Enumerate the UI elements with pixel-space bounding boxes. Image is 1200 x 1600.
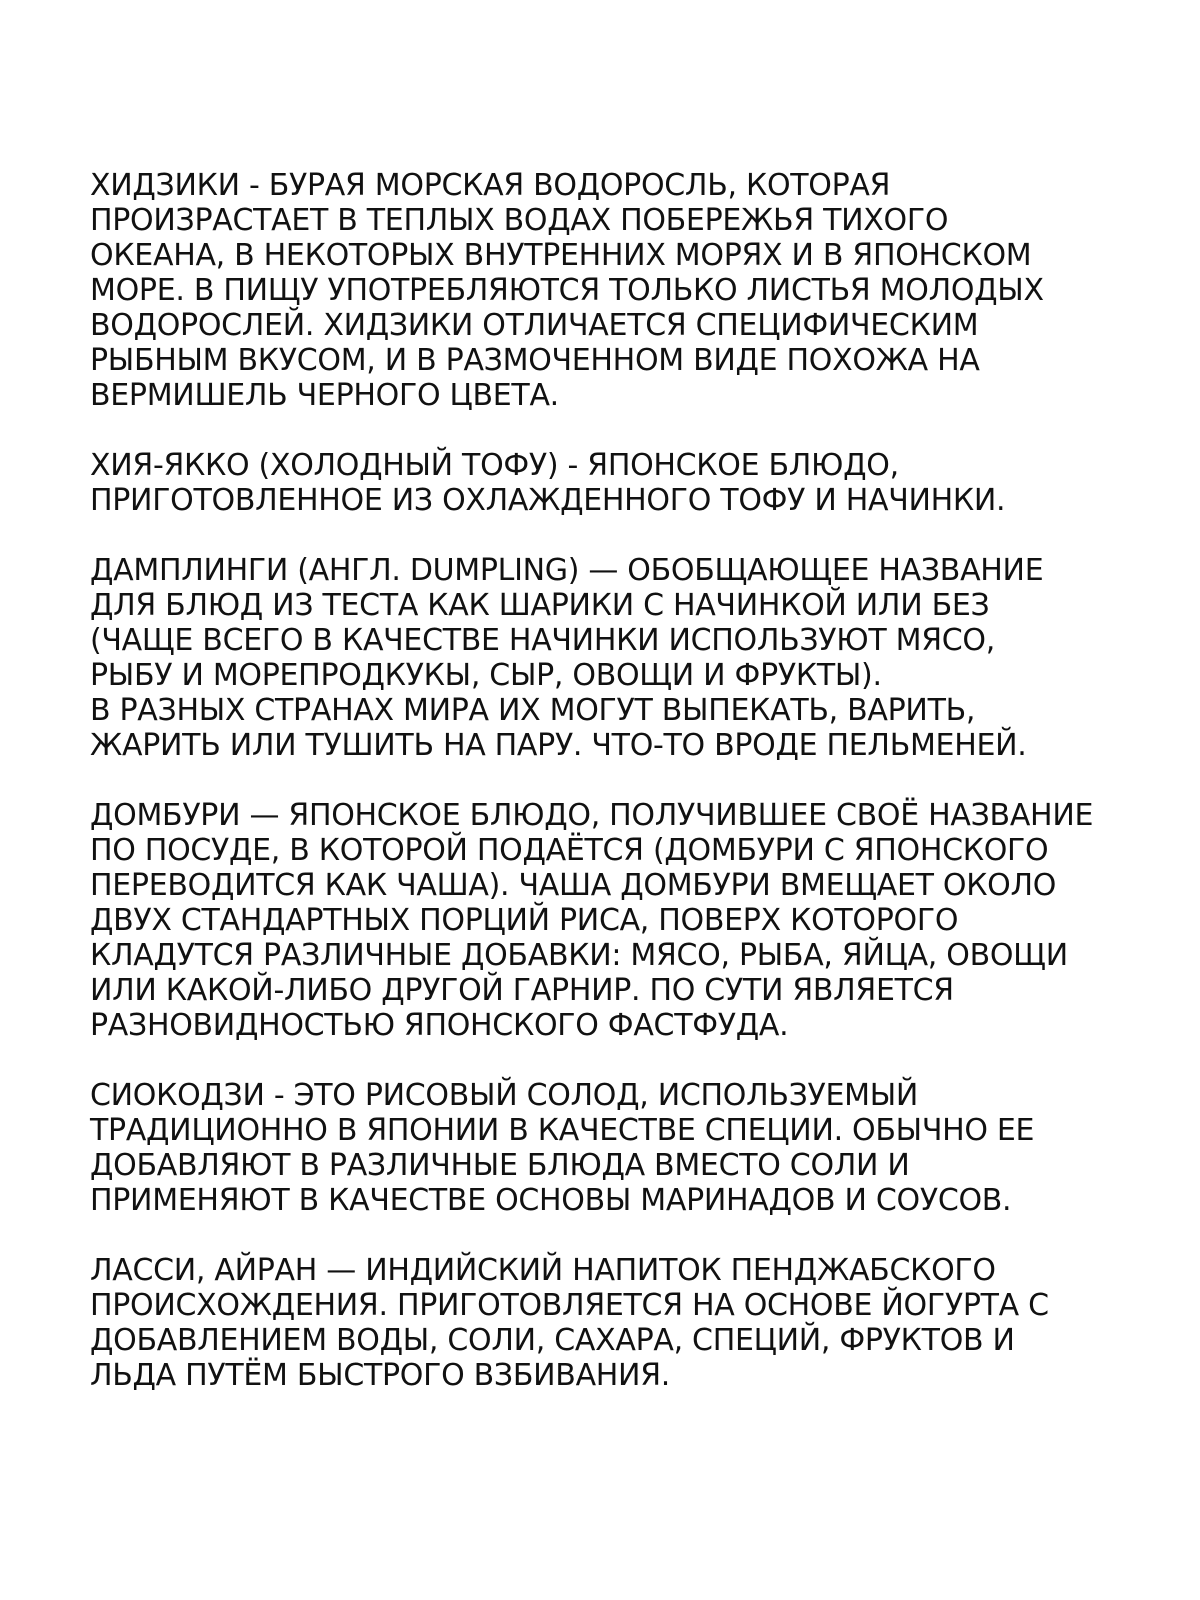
text-line: ПО ПОСУДЕ, В КОТОРОЙ ПОДАЁТСЯ (ДОМБУРИ С ЯПОНСКОГО: [90, 833, 1049, 868]
glossary-entry-lassi: [90, 1253, 1150, 1393]
text-line: ИЛИ КАКОЙ-ЛИБО ДРУГОЙ ГАРНИР. ПО СУТИ ЯВЛЯЕТСЯ: [90, 973, 954, 1008]
text-line: ОКЕАНА, В НЕКОТОРЫХ ВНУТРЕННИХ МОРЯХ И В ЯПОНСКОМ: [90, 238, 1032, 273]
text-line: ПРОИЗРАСТАЕТ В ТЕПЛЫХ ВОДАХ ПОБЕРЕЖЬЯ ТИХОГО: [90, 203, 949, 238]
text-line: ДОБАВЛЕНИЕМ ВОДЫ, СОЛИ, САХАРА, СПЕЦИЙ, ФРУКТОВ И: [90, 1323, 1015, 1358]
text-line: ДЛЯ БЛЮД ИЗ ТЕСТА КАК ШАРИКИ С НАЧИНКОЙ ИЛИ БЕЗ: [90, 588, 990, 623]
text-line: ДВУХ СТАНДАРТНЫХ ПОРЦИЙ РИСА, ПОВЕРХ КОТОРОГО: [90, 903, 959, 938]
text-line: КЛАДУТСЯ РАЗЛИЧНЫЕ ДОБАВКИ: МЯСО, РЫБА, ЯЙЦА, ОВОЩИ: [90, 938, 1068, 973]
text-line: (ЧАЩЕ ВСЕГО В КАЧЕСТВЕ НАЧИНКИ ИСПОЛЬЗУЮТ МЯСО,: [90, 623, 995, 658]
text-line: В РАЗНЫХ СТРАНАХ МИРА ИХ МОГУТ ВЫПЕКАТЬ, ВАРИТЬ,: [90, 693, 976, 728]
text-line: ХИЯ-ЯККО (ХОЛОДНЫЙ ТОФУ) - ЯПОНСКОЕ БЛЮДО,: [90, 448, 899, 483]
text-line: РАЗНОВИДНОСТЬЮ ЯПОНСКОГО ФАСТФУДА.: [90, 1008, 789, 1043]
text-line: ДОБАВЛЯЮТ В РАЗЛИЧНЫЕ БЛЮДА ВМЕСТО СОЛИ И: [90, 1148, 910, 1183]
glossary-entry-hijiki: [90, 168, 1150, 413]
text-line: ПРИМЕНЯЮТ В КАЧЕСТВЕ ОСНОВЫ МАРИНАДОВ И СОУСОВ.: [90, 1183, 1012, 1218]
text-line: СИОКОДЗИ - ЭТО РИСОВЫЙ СОЛОД, ИСПОЛЬЗУЕМЫЙ: [90, 1078, 919, 1113]
text-line: ВЕРМИШЕЛЬ ЧЕРНОГО ЦВЕТА.: [90, 378, 559, 413]
glossary-entry-dumplings: [90, 553, 1150, 763]
text-line: МОРЕ. В ПИЩУ УПОТРЕБЛЯЮТСЯ ТОЛЬКО ЛИСТЬЯ МОЛОДЫХ: [90, 273, 1044, 308]
text-line: ВОДОРОСЛЕЙ. ХИДЗИКИ ОТЛИЧАЕТСЯ СПЕЦИФИЧЕСКИМ: [90, 308, 979, 343]
text-line: РЫБУ И МОРЕПРОДКУКЫ, СЫР, ОВОЩИ И ФРУКТЫ).: [90, 658, 882, 693]
glossary-entry-hiyayakko: [90, 448, 1150, 518]
glossary-entry-donburi: [90, 798, 1150, 1043]
text-line: ПЕРЕВОДИТСЯ КАК ЧАША). ЧАША ДОМБУРИ ВМЕЩАЕТ ОКОЛО: [90, 868, 1057, 903]
text-line: ДОМБУРИ — ЯПОНСКОЕ БЛЮДО, ПОЛУЧИВШЕЕ СВОЁ НАЗВАНИЕ: [90, 798, 1094, 833]
text-line: РЫБНЫМ ВКУСОМ, И В РАЗМОЧЕННОМ ВИДЕ ПОХОЖА НА: [90, 343, 980, 378]
text-line: ПРИГОТОВЛЕННОЕ ИЗ ОХЛАЖДЕННОГО ТОФУ И НАЧИНКИ.: [90, 483, 1006, 518]
text-line: ТРАДИЦИОННО В ЯПОНИИ В КАЧЕСТВЕ СПЕЦИИ. ОБЫЧНО ЕЕ: [90, 1113, 1035, 1148]
text-line: ЛЬДА ПУТЁМ БЫСТРОГО ВЗБИВАНИЯ.: [90, 1358, 670, 1393]
text-line: ЛАССИ, АЙРАН — ИНДИЙСКИЙ НАПИТОК ПЕНДЖАБСКОГО: [90, 1253, 996, 1288]
glossary-entry-shiokoji: [90, 1078, 1150, 1218]
text-line: ДАМПЛИНГИ (АНГЛ. DUMPLING) — ОБОБЩАЮЩЕЕ НАЗВАНИЕ: [90, 553, 1044, 588]
text-line: ХИДЗИКИ - БУРАЯ МОРСКАЯ ВОДОРОСЛЬ, КОТОРАЯ: [90, 168, 891, 203]
text-line: ЖАРИТЬ ИЛИ ТУШИТЬ НА ПАРУ. ЧТО-ТО ВРОДЕ ПЕЛЬМЕНЕЙ.: [90, 728, 1027, 763]
glossary-page: [90, 168, 1150, 1428]
text-line: ПРОИСХОЖДЕНИЯ. ПРИГОТОВЛЯЕТСЯ НА ОСНОВЕ ЙОГУРТА С: [90, 1288, 1049, 1323]
